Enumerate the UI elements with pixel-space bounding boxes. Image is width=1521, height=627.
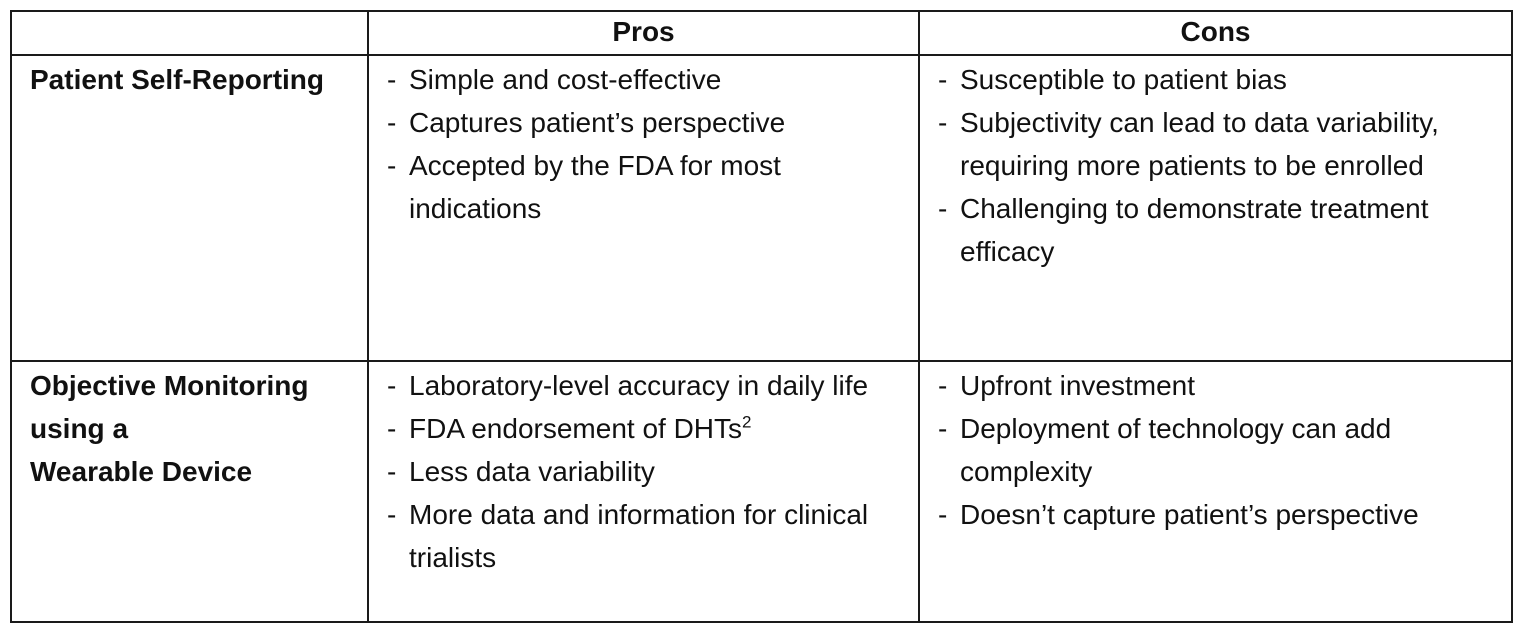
footnote-marker: 2 xyxy=(742,412,752,432)
list-item: - Subjectivity can lead to data variability, requiring more patients to be enrolled xyxy=(938,101,1501,187)
row-label-line: Wearable Device xyxy=(30,456,253,487)
cons-cell xyxy=(919,55,1512,361)
row-label xyxy=(12,56,367,101)
table-row xyxy=(11,361,1512,622)
header-row xyxy=(11,11,1512,55)
list-item-text: FDA endorsement of DHTs xyxy=(409,413,743,444)
list-item: - Susceptible to patient bias xyxy=(938,58,1501,101)
row-label-line: Patient Self-Reporting xyxy=(30,64,325,95)
pros-cell xyxy=(368,55,919,361)
pros-cons-table xyxy=(10,10,1513,623)
row-label-cell xyxy=(11,361,368,622)
list-item: - Deployment of technology can add complexity xyxy=(938,407,1501,493)
row-label-line: Objective Monitoring xyxy=(30,370,309,401)
list-item xyxy=(387,407,908,450)
cons-list xyxy=(920,56,1511,273)
list-item: - Accepted by the FDA for most indications xyxy=(387,144,908,230)
list-item: - Less data variability xyxy=(387,450,908,493)
header-cell-cons: Cons xyxy=(919,11,1512,55)
row-label-cell xyxy=(11,55,368,361)
list-item: - Captures patient’s perspective xyxy=(387,101,908,144)
pros-list xyxy=(369,362,918,579)
table-row xyxy=(11,55,1512,361)
row-label-line: using a xyxy=(30,413,129,444)
cons-list xyxy=(920,362,1511,536)
row-label xyxy=(12,362,367,493)
pros-list xyxy=(369,56,918,230)
list-item: - Laboratory-level accuracy in daily life xyxy=(387,364,908,407)
pros-cell xyxy=(368,361,919,622)
list-item: - Challenging to demonstrate treatment efficacy xyxy=(938,187,1501,273)
list-item: - Simple and cost-effective xyxy=(387,58,908,101)
list-item: - Doesn’t capture patient’s perspective xyxy=(938,493,1501,536)
header-cell-empty xyxy=(11,11,368,55)
list-item: - Upfront investment xyxy=(938,364,1501,407)
cons-cell xyxy=(919,361,1512,622)
header-cell-pros: Pros xyxy=(368,11,919,55)
list-item: - More data and information for clinical trialists xyxy=(387,493,908,579)
